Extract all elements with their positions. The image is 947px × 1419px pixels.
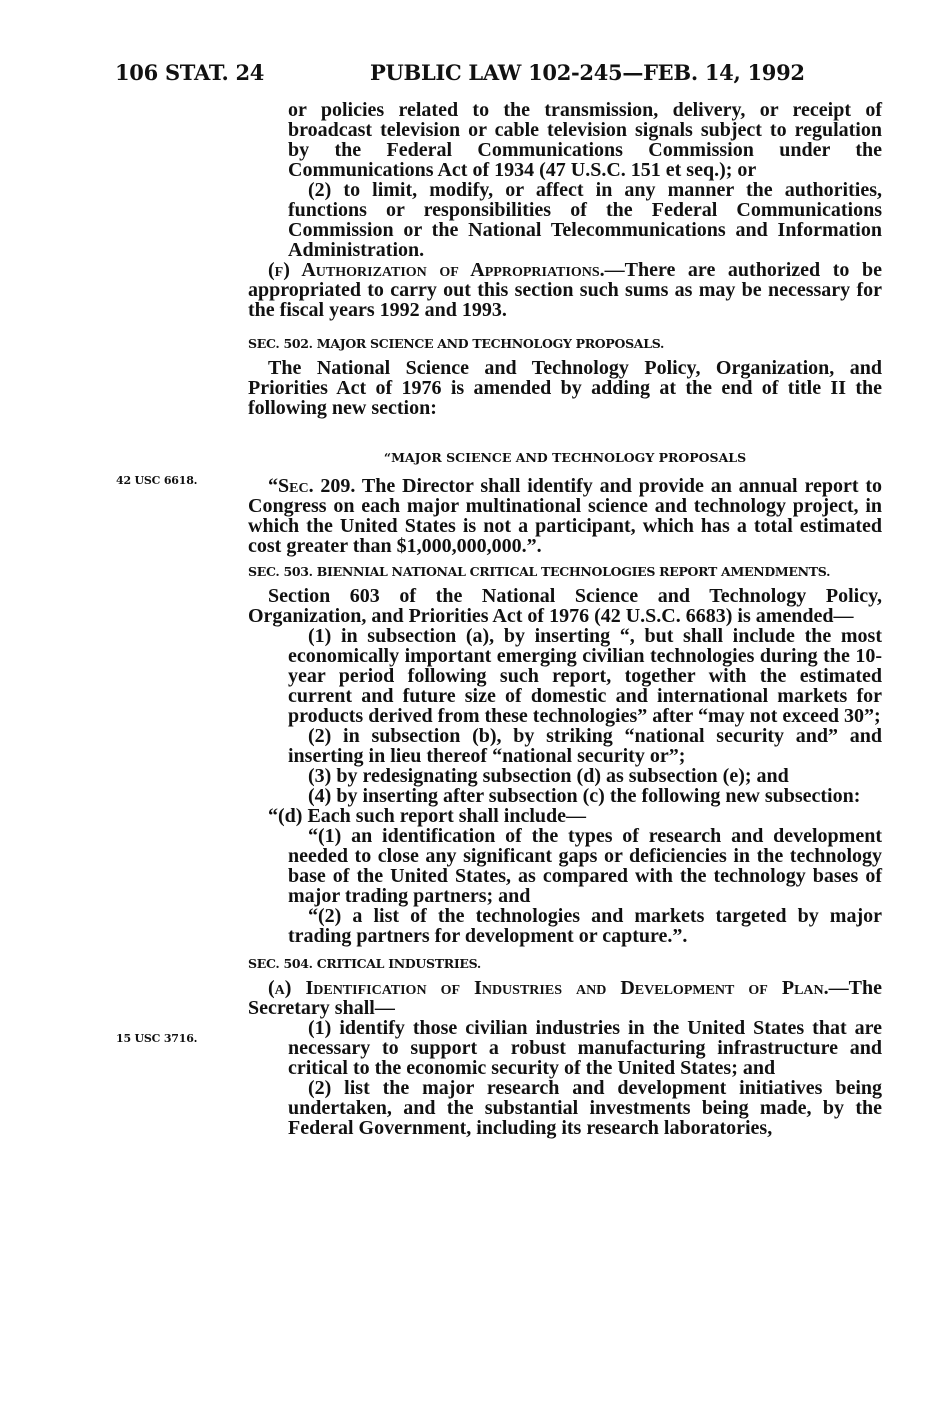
subsection-text: —There are authorized to be appropriated to carry out this section such sums as may be necessary for the fiscal years 1992 and 1993.: [248, 259, 882, 321]
paragraph-503-item-1: (1) in subsection (a), by inserting “, but shall include the most economically important emerging civilian technologies during the 10-year period following such report, together with the estimated current and future size of domestic and international markets for products derived from these technologies” after “may not exceed 30”;: [288, 625, 882, 727]
paragraph-d-item-1: “(1) an identification of the types of research and development needed to close any significant gaps or deficiencies in the technology base of the United States, as compared with the technology bases of major trading partners; and: [288, 825, 882, 907]
paragraph-503-item-2: (2) in subsection (b), by striking “national security and” and inserting in lieu thereof “national security or”;: [288, 725, 882, 767]
major-proposals-title: “MAJOR SCIENCE AND TECHNOLOGY PROPOSALS: [383, 450, 747, 465]
subsection-a-heading: (a) Identification of Industries and Development of Plan.: [268, 977, 829, 999]
main-text-column: [248, 100, 882, 1138]
sec-209-text: 209. The Director shall identify and provide an annual report to Congress on each major multinational science and technology project, in which the United States is not a participant, which has a total estimated cost greater than $1,000,000,000.”.: [248, 475, 882, 557]
section-503-heading: SEC. 503. BIENNIAL NATIONAL CRITICAL TECHNOLOGIES REPORT AMENDMENTS.: [248, 564, 831, 579]
margin-note-usc-3716: 15 USC 3716.: [116, 1032, 198, 1045]
paragraph-sec-209: [248, 476, 882, 556]
paragraph-subsection-d: “(d) Each such report shall include—: [268, 805, 586, 827]
section-502-heading: SEC. 502. MAJOR SCIENCE AND TECHNOLOGY PROPOSALS.: [248, 336, 665, 351]
paragraph-authorization-appropriations: [248, 260, 882, 320]
paragraph-503-item-3: (3) by redesignating subsection (d) as subsection (e); and: [308, 765, 789, 787]
paragraph-504-item-1: (1) identify those civilian industries in the United States that are necessary to support a robust manufacturing infrastructure and critical to the economic security of the United States; and: [288, 1017, 882, 1079]
paragraph-503-intro: Section 603 of the National Science and Technology Policy, Organization, and Priorities Act of 1976 (42 U.S.C. 6683) is amended—: [248, 585, 882, 627]
margin-note-usc-6618: 42 USC 6618.: [116, 474, 198, 487]
public-law-title: PUBLIC LAW 102-245—FEB. 14, 1992: [370, 60, 805, 85]
paragraph-item-2-limit: (2) to limit, modify, or affect in any manner the authorities, functions or responsibilities of the Federal Communications Commission or the National Telecommunications and Information Administration.: [288, 179, 882, 261]
page-header: [115, 60, 885, 90]
sec-209-label: “Sec.: [268, 475, 314, 497]
subsection-a-text: —The Secretary shall—: [248, 977, 882, 1019]
paragraph-504-item-2: (2) list the major research and development initiatives being undertaken, and the substantial investments being made, by the Federal Government, including its research laboratories,: [288, 1077, 882, 1139]
paragraph-d-item-2: “(2) a list of the technologies and markets targeted by major trading partners for development or capture.”.: [288, 905, 882, 947]
section-504-heading: SEC. 504. CRITICAL INDUSTRIES.: [248, 956, 481, 971]
subsection-heading: (f) Authorization of Appropriations.: [268, 259, 605, 281]
paragraph-continued-policies: or policies related to the transmission, delivery, or receipt of broadcast television or cable television signals subject to regulation by the Federal Communications Commission under the Communications Act of 1934 (47 U.S.C. 151 et seq.); or: [288, 99, 882, 181]
paragraph-503-item-4: (4) by inserting after subsection (c) the following new subsection:: [308, 785, 861, 807]
paragraph-502-intro: The National Science and Technology Policy, Organization, and Priorities Act of 1976 is amended by adding at the end of title II the following new section:: [248, 357, 882, 419]
paragraph-504-a: [248, 978, 882, 1018]
stat-page-number: 106 STAT. 24: [115, 60, 265, 85]
